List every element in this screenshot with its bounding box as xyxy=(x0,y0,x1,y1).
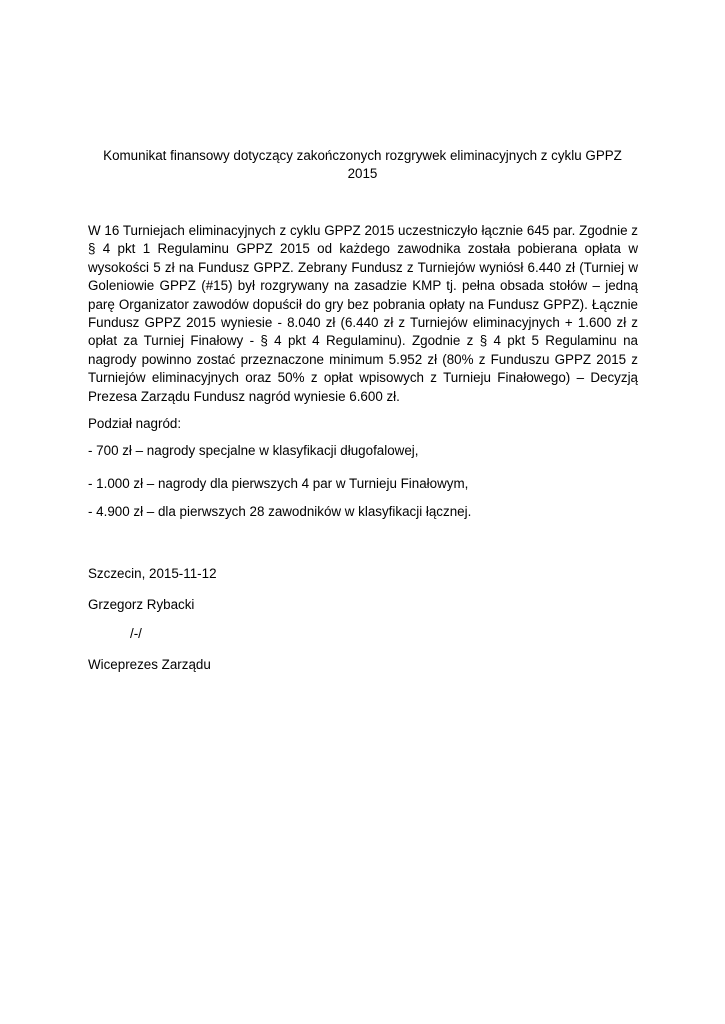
signature-mark: /-/ xyxy=(130,626,142,641)
prizes-heading: Podział nagród: xyxy=(88,416,182,431)
signer-role: Wiceprezes Zarządu xyxy=(88,657,211,672)
signer-name: Grzegorz Rybacki xyxy=(88,597,195,612)
prize-item-special: - 700 zł – nagrody specjalne w klasyfikacji długofalowej, xyxy=(88,443,419,458)
main-paragraph: W 16 Turniejach eliminacyjnych z cyklu GPPZ 2015 uczestniczyło łącznie 645 par. Zgodnie z § 4 pkt 1 Regulaminu GPPZ 2015 od każdego zawodnika została pobierana opłata w wysokości 5 zł na Fundusz GPPZ. Zebrany Fundusz z Turniejów wyniósł 6.440 zł (Turniej w Goleniowie GPPZ (#15) był rozgrywany na zasadzie KMP tj. pełna obsada stołów – jedną parę Organizator zawodów dopuścił do gry bez pobrania opłaty na Fundusz GPPZ). Łącznie Fundusz GPPZ 2015 wyniesie - 8.040 zł (6.440 zł z Turniejów eliminacyjnych + 1.600 zł z opłat za Turniej Finałowy - § 4 pkt 4 Regulaminu). Zgodnie z § 4 pkt 5 Regulaminu na nagrody powinno zostać przeznaczone minimum 5.952 zł (80% z Funduszu GPPZ 2015 z Turniejów eliminacyjnych oraz 50% z opłat wpisowych z Turnieju Finałowego) – Decyzją Prezesa Zarządu Fundusz nagród wyniesie 6.600 zł. xyxy=(88,223,638,404)
prize-item-overall: - 4.900 zł – dla pierwszych 28 zawodników w klasyfikacji łącznej. xyxy=(88,504,472,519)
place-date: Szczecin, 2015-11-12 xyxy=(88,566,217,581)
document-title: Komunikat finansowy dotyczący zakończonych rozgrywek eliminacyjnych z cyklu GPPZ 2015 xyxy=(103,148,622,181)
prize-item-final-pairs: - 1.000 zł – nagrody dla pierwszych 4 par w Turnieju Finałowym, xyxy=(88,476,469,491)
